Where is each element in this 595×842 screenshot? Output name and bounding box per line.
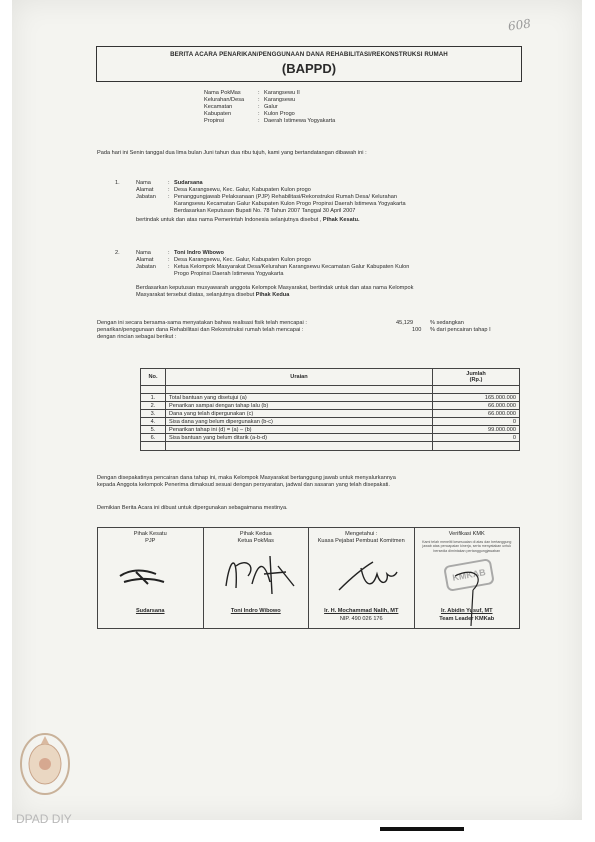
signatory-name: Sudarsana: [135, 608, 165, 614]
party1-position: Berdasarkan Keputusan Bupati No. 78 Tahun 2007 Tanggal 30 April 2007: [174, 208, 356, 214]
party2-colons: : : :: [168, 250, 170, 270]
party1-address: Desa Karangsewu, Kec. Galur, Kabupaten Kulon progo: [174, 187, 311, 193]
col-amount-unit: (Rp.): [469, 377, 483, 383]
party2-address-label: Alamat: [136, 257, 154, 263]
party2-act-text: Masyarakat tersebut diatas, selanjutnya disebut: [136, 292, 255, 298]
col-description: Uraian: [166, 369, 433, 386]
table-row: [141, 418, 520, 426]
archive-watermark: DPAD DIY: [16, 812, 72, 826]
signature-table: [97, 527, 520, 629]
row-no: 5.: [141, 426, 166, 434]
statement-line: Dengan ini secara bersama-sama menyatakan bahwa realisasi fisik telah mencapai :: [97, 320, 307, 326]
signature-scribble: [106, 554, 190, 594]
identity-value: Karangsewu: [264, 97, 296, 103]
identity-label: Nama PokMas: [204, 90, 241, 96]
identity-value: Daerah Istimewa Yogyakarta: [264, 118, 336, 124]
statement-unit: % sedangkan: [430, 320, 464, 326]
page-number: 608: [507, 16, 532, 34]
closing-line: Dengan disepakatinya pencairan dana tahap ini, maka Kelompok Masyarakat bertanggung jawab untuk menyalurkannya: [97, 475, 396, 481]
party2-values: [174, 250, 409, 278]
row-amount: 66.000.000: [433, 402, 520, 410]
table-row: [141, 394, 520, 402]
party1-position: Karangsewu Kecamatan Galur Kabupaten Kulon Progo Propinsi Daerah Istimewa Yogyakarta: [174, 201, 406, 207]
identity-colons: : : : : :: [258, 90, 260, 124]
party2-name: Toni Indro Wibowo: [174, 250, 224, 256]
identity-value: Kulon Progo: [264, 111, 295, 117]
table-row: [141, 426, 520, 434]
table-header-row: [141, 369, 520, 386]
signature-title: PJP: [145, 538, 156, 544]
signature-cell-pihak-kedua: [203, 528, 309, 629]
identity-labels: [204, 90, 244, 125]
intro-text: Pada hari ini Senin tanggal dua lima bulan Juni tahun dua ribu tujuh, kami yang bertandatangan dibawah ini :: [97, 150, 367, 156]
physical-progress-value: 45,129: [396, 320, 414, 326]
signature-role: Pihak Kedua: [239, 531, 272, 537]
identity-value: Karangsewu II: [264, 90, 300, 96]
party2-address: Desa Karangsewu, Kec. Galur, Kabupaten Kulon progo: [174, 257, 311, 263]
party2-act-text: Berdasarkan keputusan musyawarah anggota Kelompok Masyarakat, bertindak untuk dan atas nama Kelompok: [136, 285, 414, 291]
closing-line: kepada Anggota kelompok Penerima dimaksud sesuai dengan persyaratan, jadwal dan sasaran yang telah disepakati.: [97, 482, 390, 488]
document-title: BERITA ACARA PENARIKAN/PENGGUNAAN DANA REHABILITASI/REKONSTRUKSI RUMAH: [170, 51, 448, 58]
identity-label: Propinsi: [204, 118, 225, 124]
statement-text: [97, 320, 307, 341]
statement-unit: % dari pencairan tahap I: [430, 327, 491, 333]
closing-paragraph: [97, 475, 396, 489]
signature-role: Mengetahui :: [345, 531, 378, 537]
identity-value: Galur: [264, 104, 278, 110]
verification-note: Kami telah meneliti kesesuaian di atas dan bertanggung jawab atas pencapaian kinerja, serta menyatakan untuk bersedia dimintakan pertanggungjawaban: [422, 540, 512, 553]
row-amount: 0: [433, 434, 520, 442]
signatory-name: Ir. Abidin Yusuf, MT: [440, 608, 493, 614]
signatory-name: Ir. H. Mochammad Nalih, MT: [324, 608, 399, 614]
table-row: [141, 434, 520, 442]
signature-title: Kuasa Pejabat Pembuat Komitmen: [317, 538, 405, 544]
party1-name: Sudarsana: [174, 180, 203, 186]
signatory-nip: NIP. 490 026 176: [339, 616, 383, 622]
row-no: 1.: [141, 394, 166, 402]
signature-cell-mengetahui: [309, 528, 415, 629]
signature-role: Pihak Kesatu: [133, 531, 167, 537]
scan-marker-bar: [380, 827, 464, 831]
row-description: Penarikan sampai dengan tahap lalu (b): [166, 402, 433, 410]
signature-cell-pihak-kesatu: [98, 528, 204, 629]
table-row: [141, 410, 520, 418]
row-no: 6.: [141, 434, 166, 442]
row-no: 2.: [141, 402, 166, 410]
row-amount: 0: [433, 418, 520, 426]
row-no: 3.: [141, 410, 166, 418]
party2-position-label: Jabatan: [136, 264, 156, 270]
party1-position-label: Jabatan: [136, 194, 156, 200]
identity-values: [264, 90, 335, 125]
statement-line: penarikan/penggunaan dana Rehabilitasi dan Rekonstruksi rumah telah mencapai :: [97, 327, 304, 333]
row-amount: 99.000.000: [433, 426, 520, 434]
col-amount: [433, 369, 520, 386]
party2-labels: [136, 250, 156, 271]
signatory-role: Team Leader KMKab: [439, 616, 495, 622]
identity-label: Kecamatan: [204, 104, 233, 110]
statement-line: dengan rincian sebagai berikut :: [97, 334, 177, 340]
signature-scribble: [212, 546, 308, 598]
details-table: [140, 368, 520, 451]
party2-act-party: Pihak Kedua: [255, 292, 290, 298]
party1-colons: : : :: [168, 180, 170, 200]
statement-units: [430, 320, 491, 334]
identity-label: Kelurahan/Desa: [204, 97, 245, 103]
row-amount: 165.000.000: [433, 394, 520, 402]
party1-name-label: Nama: [136, 180, 151, 186]
col-amount-label: Jumlah: [466, 371, 486, 377]
signature-scribble: [317, 548, 413, 598]
party1-number: 1.: [115, 180, 120, 186]
row-description: Total bantuan yang disetujui (a): [166, 394, 433, 402]
party1-act-text: bertindak untuk dan atas nama Pemerintah Indonesia selanjutnya disebut ,: [136, 217, 322, 223]
withdrawal-progress-value: 100: [412, 327, 422, 333]
closing-statement: Demikian Berita Acara ini dibuat untuk dipergunakan sebagaimana mestinya.: [97, 505, 288, 511]
row-description: Dana yang telah dipergunakan (c): [166, 410, 433, 418]
party1-act: [136, 217, 360, 224]
signature-cell-verifikasi: [414, 528, 520, 629]
party2-number: 2.: [115, 250, 120, 256]
title-box: [96, 46, 522, 82]
archive-emblem-logo: [18, 728, 72, 798]
party1-position: Penanggungjawab Pelaksanaan (PJP) Rehabilitasi/Rekonstruksi Rumah Desa/ Kelurahan: [174, 194, 397, 200]
party2-position: Ketua Kelompok Masyarakat Desa/Kelurahan Karangsewu Kecamatan Galur Kabupaten Kulon: [174, 264, 410, 270]
statement-values: [396, 320, 421, 334]
table-row: [141, 402, 520, 410]
row-no: 4.: [141, 418, 166, 426]
party1-address-label: Alamat: [136, 187, 154, 193]
row-description: Sisa bantuan yang belum ditarik (a-b-d): [166, 434, 433, 442]
signature-title: Ketua PokMas: [237, 538, 274, 544]
party2-act: [136, 285, 413, 299]
party2-position: Progo Propinsi Daerah Istimewa Yogyakarta: [174, 271, 284, 277]
identity-label: Kabupaten: [204, 111, 232, 117]
row-description: Sisa dana yang belum dipergunakan (b-c): [166, 418, 433, 426]
kmkab-stamp: KMKAB: [443, 558, 495, 592]
col-no: No.: [141, 369, 166, 386]
row-description: Penarikan tahap ini (d) = (a) – (b): [166, 426, 433, 434]
document-code: (BAPPD): [281, 61, 337, 76]
party1-act-party: Pihak Kesatu.: [322, 217, 360, 223]
party1-values: [174, 180, 406, 215]
party1-labels: [136, 180, 156, 201]
signature-role: Verifikasi KMK: [448, 531, 485, 537]
row-amount: 66.000.000: [433, 410, 520, 418]
party2-name-label: Nama: [136, 250, 151, 256]
signatory-name: Toni Indro Wibowo: [230, 608, 281, 614]
